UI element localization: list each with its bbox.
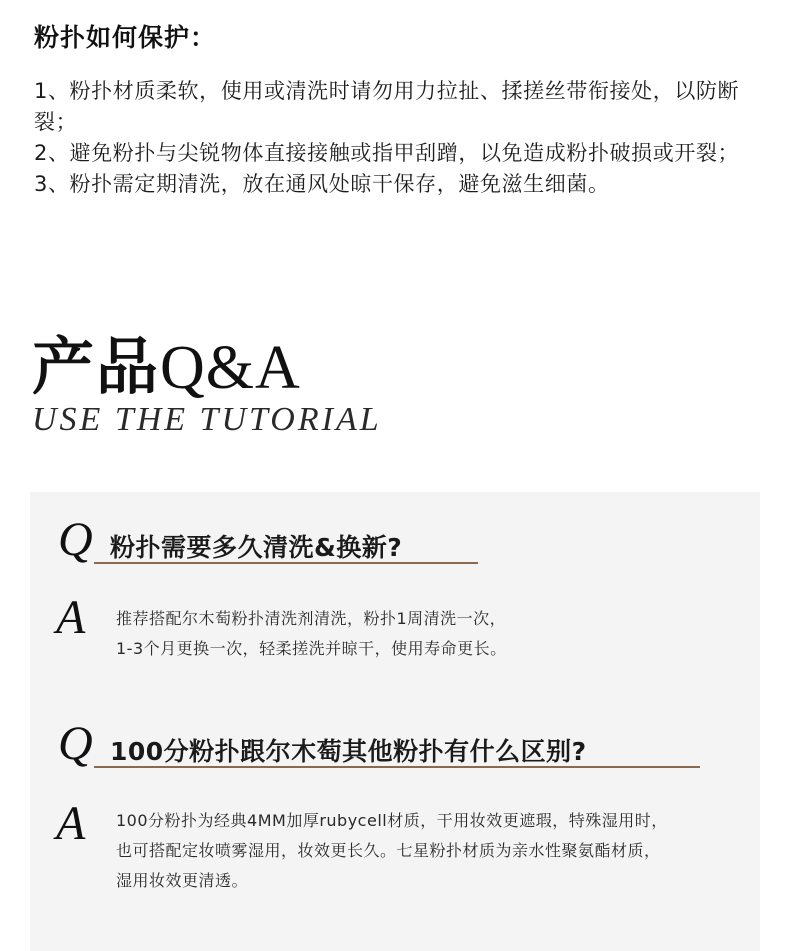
question-1-underline bbox=[94, 562, 478, 564]
care-item-2: 2、避免粉扑与尖锐物体直接接触或指甲刮蹭，以免造成粉扑破损或开裂； bbox=[34, 141, 740, 165]
question-2-text: 100分粉扑跟尔木萄其他粉扑有什么区别? bbox=[110, 737, 587, 766]
care-item-3: 3、粉扑需定期清洗，放在通风处晾干保存，避免滋生细菌。 bbox=[34, 172, 610, 196]
answer-1-line-2: 1-3个月更换一次，轻柔搓洗并晾干，使用寿命更长。 bbox=[116, 639, 507, 658]
answer-1-text bbox=[116, 604, 507, 664]
qa-subtitle: USE THE TUTORIAL bbox=[32, 401, 382, 438]
a-letter-icon: A bbox=[56, 591, 86, 644]
care-item-1: 1、粉扑材质柔软，使用或清洗时请勿用力拉扯、揉搓丝带衔接处，以防断裂； bbox=[34, 79, 740, 134]
qa-panel bbox=[30, 492, 760, 951]
q-letter-icon: Q bbox=[58, 513, 93, 566]
question-2-underline bbox=[94, 766, 700, 768]
question-1-text: 粉扑需要多久清洗&换新? bbox=[110, 533, 403, 562]
answer-2-line-2: 也可搭配定妆喷雾湿用，妆效更长久。七星粉扑材质为亲水性聚氨酯材质， bbox=[116, 841, 661, 860]
qa-heading bbox=[32, 332, 301, 403]
answer-2-line-3: 湿用妆效更清透。 bbox=[116, 871, 249, 890]
qa-heading-en: Q&A bbox=[160, 334, 301, 402]
q-letter-icon: Q bbox=[58, 717, 93, 770]
a-letter-icon: A bbox=[56, 797, 86, 850]
qa-heading-cn: 产品 bbox=[32, 330, 161, 403]
question-2 bbox=[30, 702, 760, 782]
answer-2-line-1: 100分粉扑为经典4MM加厚rubycell材质，干用妆效更遮瑕，特殊湿用时， bbox=[116, 811, 668, 830]
answer-2-text bbox=[116, 806, 668, 896]
answer-1-line-1: 推荐搭配尔木萄粉扑清洗剂清洗，粉扑1周清洗一次， bbox=[116, 609, 507, 628]
question-1 bbox=[30, 492, 760, 572]
answer-2 bbox=[30, 798, 760, 908]
care-title: 粉扑如何保护： bbox=[34, 23, 217, 52]
answer-1 bbox=[30, 592, 760, 672]
care-list bbox=[34, 76, 754, 200]
